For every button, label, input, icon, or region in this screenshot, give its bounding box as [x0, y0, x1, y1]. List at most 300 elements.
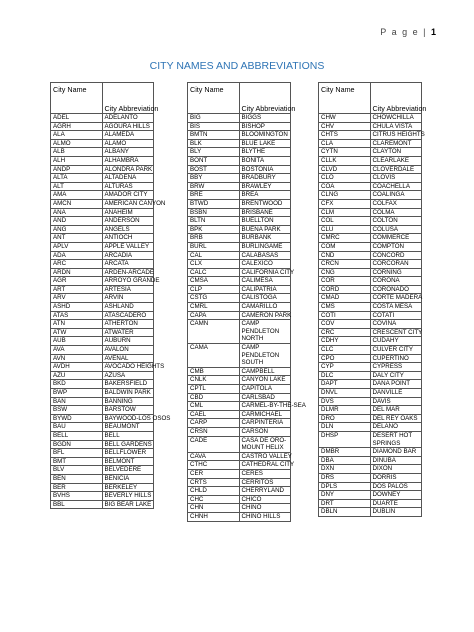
- table-row: [51, 500, 154, 509]
- table-row: [319, 251, 422, 260]
- city-name-cell: BISHOP: [239, 122, 291, 131]
- table-row: [51, 449, 154, 458]
- table-row: [319, 156, 422, 165]
- city-name-cell: BUELLTON: [239, 217, 291, 226]
- city-name-cell: COLFAX: [370, 199, 422, 208]
- table-row: [51, 285, 154, 294]
- city-name-cell: COLTON: [370, 217, 422, 226]
- city-name-cell: CHULA VISTA: [370, 122, 422, 131]
- table-row: [319, 465, 422, 474]
- column-header-city-name: City Name: [319, 83, 371, 114]
- city-code-cell: BRB: [188, 234, 240, 243]
- city-name-cell: CULVER CITY: [370, 346, 422, 355]
- city-name-cell: CUDAHY: [370, 337, 422, 346]
- table-row: [188, 393, 291, 402]
- city-code-cell: CLNG: [319, 191, 371, 200]
- city-name-cell: BURLINGAME: [239, 242, 291, 251]
- city-code-cell: APLV: [51, 242, 103, 251]
- table-row: [188, 148, 291, 157]
- table-row: [319, 406, 422, 415]
- city-name-cell: AVENAL: [102, 354, 154, 363]
- city-name-cell: BOSTONIA: [239, 165, 291, 174]
- city-name-cell: CORCORAN: [370, 260, 422, 269]
- city-code-cell: BSBN: [188, 208, 240, 217]
- city-name-cell: DUARTE: [370, 499, 422, 508]
- city-code-cell: BELL: [51, 431, 103, 440]
- table-row: [188, 294, 291, 303]
- table-row: [188, 114, 291, 123]
- table-row: [319, 191, 422, 200]
- city-code-cell: ALB: [51, 148, 103, 157]
- city-code-cell: CHV: [319, 122, 371, 131]
- city-name-cell: CALISTOGA: [239, 294, 291, 303]
- city-name-cell: ARVIN: [102, 294, 154, 303]
- table-row: [319, 491, 422, 500]
- city-name-cell: BELL: [102, 431, 154, 440]
- table-row: [51, 277, 154, 286]
- city-code-cell: CLX: [188, 260, 240, 269]
- city-code-cell: AMA: [51, 191, 103, 200]
- city-name-cell: ARDEN-ARCADE: [102, 268, 154, 277]
- city-code-cell: ARV: [51, 294, 103, 303]
- city-name-cell: BELMONT: [102, 457, 154, 466]
- city-code-cell: CAVA: [188, 452, 240, 461]
- city-code-cell: BLTN: [188, 217, 240, 226]
- city-name-cell: COTATI: [370, 311, 422, 320]
- table-row: [188, 242, 291, 251]
- city-code-cell: CRTS: [188, 478, 240, 487]
- city-name-cell: CARSON: [239, 427, 291, 436]
- city-name-cell: DANA POINT: [370, 380, 422, 389]
- city-name-cell: BELL GARDENS: [102, 440, 154, 449]
- city-name-cell: ATASCADERO: [102, 311, 154, 320]
- city-code-cell: CYP: [319, 363, 371, 372]
- city-code-cell: AVDH: [51, 363, 103, 372]
- city-code-cell: BIS: [188, 122, 240, 131]
- table-row: [51, 156, 154, 165]
- table-row: [319, 242, 422, 251]
- table-row: [188, 410, 291, 419]
- city-name-cell: CALEXICO: [239, 260, 291, 269]
- city-code-cell: BGDN: [51, 440, 103, 449]
- table-row: [188, 427, 291, 436]
- city-code-cell: CER: [188, 469, 240, 478]
- column-header-city-abbreviation: City Abbreviation: [102, 83, 154, 114]
- table-row: [51, 474, 154, 483]
- city-name-cell: CITRUS HEIGHTS: [370, 131, 422, 140]
- city-name-cell: BRISBANE: [239, 208, 291, 217]
- table-row: [188, 436, 291, 452]
- table-row: [51, 389, 154, 398]
- city-name-cell: CASA DE ORO-MOUNT HELIX: [239, 436, 291, 452]
- city-name-cell: CHERRYLAND: [239, 487, 291, 496]
- city-code-cell: CAEL: [188, 410, 240, 419]
- city-code-cell: COL: [319, 217, 371, 226]
- city-name-cell: ANTIOCH: [102, 234, 154, 243]
- table-row: [188, 512, 291, 521]
- city-name-cell: DOS PALOS: [370, 482, 422, 491]
- city-code-cell: CLU: [319, 225, 371, 234]
- table-row: [51, 457, 154, 466]
- city-name-cell: BLOOMINGTON: [239, 131, 291, 140]
- city-name-cell: DAVIS: [370, 397, 422, 406]
- table-row: [319, 397, 422, 406]
- abbreviation-table-2: [187, 82, 306, 522]
- city-name-cell: CHINO HILLS: [239, 512, 291, 521]
- city-name-cell: CAMPBELL: [239, 367, 291, 376]
- table-row: [51, 199, 154, 208]
- city-name-cell: ALAMEDA: [102, 131, 154, 140]
- city-name-cell: BARSTOW: [102, 406, 154, 415]
- table-row: [319, 225, 422, 234]
- table-row: [319, 431, 422, 447]
- city-code-cell: BONT: [188, 156, 240, 165]
- city-name-cell: DORRIS: [370, 473, 422, 482]
- table-row: [319, 414, 422, 423]
- city-code-cell: BLY: [188, 148, 240, 157]
- city-name-cell: CAMARILLO: [239, 303, 291, 312]
- city-code-cell: DBLN: [319, 508, 371, 517]
- city-code-cell: DRT: [319, 499, 371, 508]
- city-code-cell: CSTG: [188, 294, 240, 303]
- city-name-cell: CHICO: [239, 495, 291, 504]
- table-row: [319, 277, 422, 286]
- city-code-cell: CRSN: [188, 427, 240, 436]
- city-code-cell: COA: [319, 182, 371, 191]
- city-code-cell: BKD: [51, 380, 103, 389]
- city-name-cell: CYPRESS: [370, 363, 422, 372]
- city-code-cell: CAPA: [188, 311, 240, 320]
- city-code-cell: CHTS: [319, 131, 371, 140]
- city-code-cell: CRC: [319, 328, 371, 337]
- city-code-cell: ADEL: [51, 114, 103, 123]
- table-row: [51, 122, 154, 131]
- city-name-cell: CERRITOS: [239, 478, 291, 487]
- city-name-cell: DIAMOND BAR: [370, 448, 422, 457]
- table-row: [319, 268, 422, 277]
- city-code-cell: AVN: [51, 354, 103, 363]
- city-name-cell: ALBANY: [102, 148, 154, 157]
- city-code-cell: CNLK: [188, 376, 240, 385]
- city-code-cell: ATAS: [51, 311, 103, 320]
- city-name-cell: BIGGS: [239, 114, 291, 123]
- city-name-cell: ANGELS: [102, 225, 154, 234]
- table-row: [319, 217, 422, 226]
- city-name-cell: CATHEDRAL CITY: [239, 461, 291, 470]
- city-code-cell: BMT: [51, 457, 103, 466]
- city-code-cell: AMCN: [51, 199, 103, 208]
- city-code-cell: BWP: [51, 389, 103, 398]
- table-row: [188, 303, 291, 312]
- city-name-cell: BALDWIN PARK: [102, 389, 154, 398]
- table-row: [51, 354, 154, 363]
- table-row: [319, 174, 422, 183]
- city-code-cell: ANA: [51, 208, 103, 217]
- city-name-cell: CORTE MADERA: [370, 294, 422, 303]
- city-name-cell: BIG BEAR LAKE: [102, 500, 154, 509]
- table-row: [319, 260, 422, 269]
- table-row: [188, 251, 291, 260]
- table-row: [51, 191, 154, 200]
- table-row: [188, 217, 291, 226]
- city-name-cell: AMADOR CITY: [102, 191, 154, 200]
- table-row: [51, 328, 154, 337]
- page-number: 1: [430, 27, 436, 37]
- table-row: [188, 199, 291, 208]
- city-code-cell: BRW: [188, 182, 240, 191]
- city-code-cell: BEN: [51, 474, 103, 483]
- city-code-cell: CND: [319, 251, 371, 260]
- table-row: [51, 423, 154, 432]
- city-code-cell: BPK: [188, 225, 240, 234]
- city-name-cell: AUBURN: [102, 337, 154, 346]
- city-code-cell: BTWD: [188, 199, 240, 208]
- table-row: [188, 487, 291, 496]
- city-name-cell: CALIFORNIA CITY: [239, 268, 291, 277]
- city-code-cell: CALC: [188, 268, 240, 277]
- city-code-cell: BVHS: [51, 492, 103, 501]
- table-row: [188, 174, 291, 183]
- table-row: [51, 371, 154, 380]
- column-header-city-name: City Name: [51, 83, 103, 114]
- city-code-cell: ARC: [51, 260, 103, 269]
- city-code-cell: DMBR: [319, 448, 371, 457]
- city-code-cell: BURL: [188, 242, 240, 251]
- city-code-cell: AGRH: [51, 122, 103, 131]
- table-row: [51, 139, 154, 148]
- city-name-cell: CARMEL-BY-THE-SEA: [239, 402, 291, 411]
- city-name-cell: CLOVERDALE: [370, 165, 422, 174]
- column-header-city-abbreviation: City Abbreviation: [239, 83, 291, 114]
- city-code-cell: CLO: [319, 174, 371, 183]
- city-name-cell: ARCATA: [102, 260, 154, 269]
- city-name-cell: BAYWOOD-LOS OSOS: [102, 414, 154, 423]
- city-code-cell: ATN: [51, 320, 103, 329]
- city-code-cell: COV: [319, 320, 371, 329]
- city-code-cell: COTI: [319, 311, 371, 320]
- table-row: [319, 423, 422, 432]
- table-row: [51, 208, 154, 217]
- city-name-cell: COVINA: [370, 320, 422, 329]
- city-code-cell: BAU: [51, 423, 103, 432]
- city-code-cell: DNY: [319, 491, 371, 500]
- city-name-cell: BRENTWOOD: [239, 199, 291, 208]
- city-name-cell: ASHLAND: [102, 303, 154, 312]
- city-name-cell: BURBANK: [239, 234, 291, 243]
- city-code-cell: CAMA: [188, 344, 240, 368]
- city-code-cell: BBL: [51, 500, 103, 509]
- city-name-cell: BENICIA: [102, 474, 154, 483]
- city-code-cell: CLLK: [319, 156, 371, 165]
- page-label: P a g e |: [380, 27, 427, 37]
- table-row: [319, 199, 422, 208]
- table-row: [319, 482, 422, 491]
- city-name-cell: CASTRO VALLEY: [239, 452, 291, 461]
- city-name-cell: CORONADO: [370, 285, 422, 294]
- table-row: [319, 148, 422, 157]
- table-row: [319, 363, 422, 372]
- table-row: [51, 397, 154, 406]
- city-code-cell: DLC: [319, 371, 371, 380]
- table-row: [319, 371, 422, 380]
- city-name-cell: ATHERTON: [102, 320, 154, 329]
- table-row: [319, 473, 422, 482]
- city-code-cell: CNG: [319, 268, 371, 277]
- table-row: [51, 165, 154, 174]
- city-code-cell: ALMO: [51, 139, 103, 148]
- table-row: [188, 478, 291, 487]
- table-row: [188, 277, 291, 286]
- city-name-cell: AMERICAN CANYON: [102, 199, 154, 208]
- city-name-cell: ADELANTO: [102, 114, 154, 123]
- city-name-cell: CARPINTERIA: [239, 419, 291, 428]
- city-name-cell: ARCADIA: [102, 251, 154, 260]
- city-code-cell: AVA: [51, 346, 103, 355]
- table-row: [51, 466, 154, 475]
- table-row: [51, 440, 154, 449]
- column-header-city-name: City Name: [188, 83, 240, 114]
- column-header-city-abbreviation: City Abbreviation: [370, 83, 422, 114]
- table-row: [51, 148, 154, 157]
- city-code-cell: CMB: [188, 367, 240, 376]
- city-code-cell: CMRC: [319, 234, 371, 243]
- table-row: [188, 225, 291, 234]
- city-code-cell: CORD: [319, 285, 371, 294]
- city-code-cell: BMTN: [188, 131, 240, 140]
- city-code-cell: CLM: [319, 208, 371, 217]
- city-name-cell: CRESCENT CITY: [370, 328, 422, 337]
- table-row: [319, 389, 422, 398]
- city-name-cell: AZUSA: [102, 371, 154, 380]
- city-code-cell: DXN: [319, 465, 371, 474]
- city-name-cell: BREA: [239, 191, 291, 200]
- table-row: [51, 431, 154, 440]
- city-name-cell: ALAMO: [102, 139, 154, 148]
- city-code-cell: ATW: [51, 328, 103, 337]
- city-name-cell: APPLE VALLEY: [102, 242, 154, 251]
- city-code-cell: CMSA: [188, 277, 240, 286]
- table-row: [51, 131, 154, 140]
- city-code-cell: ALTA: [51, 174, 103, 183]
- city-name-cell: BONITA: [239, 156, 291, 165]
- city-code-cell: BIG: [188, 114, 240, 123]
- city-code-cell: DBA: [319, 456, 371, 465]
- city-name-cell: CORONA: [370, 277, 422, 286]
- city-name-cell: ANAHEIM: [102, 208, 154, 217]
- city-code-cell: DHSP: [319, 431, 371, 447]
- city-code-cell: CMAD: [319, 294, 371, 303]
- table-row: [188, 402, 291, 411]
- city-code-cell: COM: [319, 242, 371, 251]
- city-name-cell: BAKERSFIELD: [102, 380, 154, 389]
- city-name-cell: ARROYO GRANDE: [102, 277, 154, 286]
- abbreviation-table-3: [318, 82, 427, 517]
- city-name-cell: DINUBA: [370, 456, 422, 465]
- table-row: [319, 311, 422, 320]
- table-row: [188, 191, 291, 200]
- city-code-cell: AZU: [51, 371, 103, 380]
- city-code-cell: DNVL: [319, 389, 371, 398]
- document-title: CITY NAMES AND ABBREVIATIONS: [149, 60, 325, 72]
- city-name-cell: BLUE LAKE: [239, 139, 291, 148]
- city-name-cell: DELANO: [370, 423, 422, 432]
- page-header: [380, 27, 436, 37]
- city-code-cell: BYWD: [51, 414, 103, 423]
- city-code-cell: CYTN: [319, 148, 371, 157]
- table-row: [188, 260, 291, 269]
- table-row: [51, 414, 154, 423]
- city-name-cell: COSTA MESA: [370, 303, 422, 312]
- table-row: [319, 380, 422, 389]
- city-code-cell: CBD: [188, 393, 240, 402]
- table-row: [319, 508, 422, 517]
- table-row: [188, 234, 291, 243]
- city-code-cell: CTHC: [188, 461, 240, 470]
- table-row: [188, 311, 291, 320]
- city-name-cell: CUPERTINO: [370, 354, 422, 363]
- city-name-cell: BERKELEY: [102, 483, 154, 492]
- city-code-cell: CML: [188, 402, 240, 411]
- city-name-cell: DOWNEY: [370, 491, 422, 500]
- city-code-cell: CHNH: [188, 512, 240, 521]
- table-row: [188, 156, 291, 165]
- city-name-cell: BELVEDERE: [102, 466, 154, 475]
- city-name-cell: BANNING: [102, 397, 154, 406]
- table-row: [51, 492, 154, 501]
- table-row: [319, 328, 422, 337]
- table-row: [188, 285, 291, 294]
- city-code-cell: BRE: [188, 191, 240, 200]
- city-code-cell: DLMR: [319, 406, 371, 415]
- city-code-cell: DRS: [319, 473, 371, 482]
- city-name-cell: DESERT HOT SPRINGS: [370, 431, 422, 447]
- city-code-cell: BSW: [51, 406, 103, 415]
- city-code-cell: CPO: [319, 354, 371, 363]
- table-row: [319, 499, 422, 508]
- table-row: [188, 419, 291, 428]
- city-name-cell: CLAYTON: [370, 148, 422, 157]
- city-code-cell: ALA: [51, 131, 103, 140]
- table-row: [319, 182, 422, 191]
- city-name-cell: CLOVIS: [370, 174, 422, 183]
- table-row: [51, 346, 154, 355]
- table-row: [188, 268, 291, 277]
- city-name-cell: AVALON: [102, 346, 154, 355]
- city-code-cell: CADE: [188, 436, 240, 452]
- city-name-cell: COLUSA: [370, 225, 422, 234]
- city-code-cell: CHC: [188, 495, 240, 504]
- table-row: [319, 294, 422, 303]
- table-row: [51, 234, 154, 243]
- table-row: [188, 344, 291, 368]
- table-row: [319, 285, 422, 294]
- city-name-cell: ALTADENA: [102, 174, 154, 183]
- city-name-cell: ALHAMBRA: [102, 156, 154, 165]
- city-name-cell: CONCORD: [370, 251, 422, 260]
- table-row: [188, 495, 291, 504]
- table-row: [51, 483, 154, 492]
- table-row: [319, 456, 422, 465]
- city-name-cell: CERES: [239, 469, 291, 478]
- table-row: [188, 469, 291, 478]
- table-row: [319, 139, 422, 148]
- city-name-cell: COMPTON: [370, 242, 422, 251]
- city-name-cell: BELLFLOWER: [102, 449, 154, 458]
- table-row: [188, 131, 291, 140]
- table-row: [51, 303, 154, 312]
- table-row: [319, 208, 422, 217]
- table-row: [319, 337, 422, 346]
